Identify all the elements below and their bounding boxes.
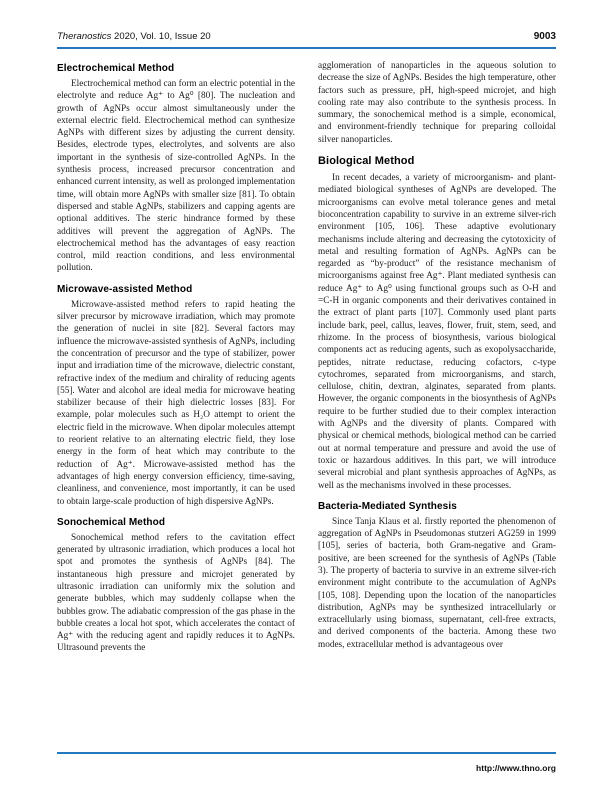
section-heading-biological-method: Biological Method — [318, 155, 415, 168]
page-header — [57, 31, 556, 49]
page-number: 9003 — [533, 31, 556, 42]
paragraph-bacteria-mediated-synthesis: Since Tanja Klaus et al. firstly reported the phenomenon of aggregation of AgNPs in Pseudomonas stutzeri AG259 in 1999 [105], series of bacteria, both Gram-negative and Gram-positive, are been screened for the synthesis of AgNPs (Table 3). The property of bacteria to survive in an extreme silver-rich environment might contribute to the accumulation of AgNPs [105, 108]. Depending upon the location of the nanoparticles distribution, AgNPs may be synthesized intracellularly or extracellularly using biomass, supernatant, cell-free extracts, and derived components of the bacteria. Among these two modes, extracellular method is advantageous over — [318, 516, 556, 650]
page-footer — [57, 752, 556, 776]
section-heading-sonochemical-method: Sonochemical Method — [57, 516, 166, 528]
journal-name: Theranostics — [57, 31, 112, 42]
paragraph-sonochemical-continuation: agglomeration of nanoparticles in the aqueous solution to decrease the size of AgNPs. Besides the high temperature, other factors such as pressure, pH, high-speed microjet, and high cooling rate may also contribute to the synthesis process. In summary, the sonochemical method is a simple, economical, and environment-friendly technique for preparing colloidal silver nanoparticles. — [318, 61, 556, 145]
left-column — [57, 60, 295, 754]
paragraph-biological-method: In recent decades, a variety of microorganism- and plant-mediated biological syntheses of AgNPs are developed. The microorganisms can evolve metal tolerance genes and metal bioconcentration capability to survive in an extreme silver-rich environment [105, 106]. These adaptive evolutionary mechanisms include altering and decreasing the cytotoxicity of metal and resulting formation of AgNPs. AgNPs can be regarded as “by-product” of the resistance mechanism of microorganisms against free Ag⁺. Plant mediated synthesis can reduce Ag⁺ to Ag⁰ using functional groups such as O-H and =C-H in organic components and their derivatives contained in the extract of plant parts [107]. Commonly used plant parts include bark, peel, callus, leaves, flower, fruit, stem, seed, and rhizome. In the process of biosynthesis, various biological components act as reducing agents, such as exopolysaccharide, peptides, nitrate reductase, reducing cofactors, c-type cytochromes, separated from microorganisms, and starch, cellulose, chitin, dextran, alginates, separated from plants. However, the organic components in the biosynthesis of AgNPs require to be further studied due to their complex interaction with AgNPs and the diversity of plants. Compared with physical or chemical methods, biological method can be carried out at normal temperature and pressure and avoid the use of toxic or hazardous additives. In this part, we will introduce several microbial and plant synthesis approaches of AgNPs, as well as the mechanisms involved in these processes. — [318, 173, 556, 491]
section-heading-microwave-assisted-method: Microwave-assisted Method — [57, 283, 193, 295]
paragraph-sonochemical-method: Sonochemical method refers to the cavitation effect generated by ultrasonic irradiation, which produces a local hot spot and promotes the synthesis of AgNPs [84]. The instantaneous high pressure and microjet generated by ultrasonic irradiation can uniformly mix the solution and generate bubbles, which may suddenly collapse when the bubbles grow. The adiabatic compression of the gas phase in the bubble creates a local hot spot, which accelerates the contact of Ag⁺ with the reducing agent and rapidly reduces it to AgNPs. Ultrasound prevents the — [57, 532, 295, 654]
section-heading-bacteria-mediated-synthesis: Bacteria-Mediated Synthesis — [318, 500, 457, 512]
journal-citation — [57, 31, 211, 42]
right-column — [318, 60, 556, 754]
article-body — [57, 60, 556, 754]
journal-citation-rest: 2020, Vol. 10, Issue 20 — [111, 31, 211, 42]
journal-url-link[interactable]: http://www.thno.org — [476, 763, 556, 773]
paragraph-electrochemical-method: Electrochemical method can form an electric potential in the electrolyte and reduce Ag⁺ to Ag⁰ [80]. The nucleation and growth of AgNPs occur almost simultaneously under the external electric field. Electrochemical method can synthesize AgNPs with different sizes by adjusting the current density. Besides, electrode types, electrolytes, and solvents are also important in the synthesis of size-controlled AgNPs. In the synthesis process, increased precursor concentration and enhanced current intensity, as well as prolonged implementation time, will obtain more AgNPs with smaller size [81]. To obtain dispersed and stable AgNPs, stabilizers and capping agents are optional additives. The steric hindrance formed by these additives will prevent the aggregation of AgNPs. The electrochemical method has the advantages of easy reaction control, mild reaction conditions, and less environmental pollution. — [57, 79, 295, 274]
paragraph-microwave-assisted-method: Microwave-assisted method refers to rapid heating the silver precursor by microwave irradiation, which may promote the generation of nuclei in site [82]. Several factors may influence the microwave-assisted synthesis of AgNPs, including the concentration of precursor and the type of stabilizer, power input and irradiation time of the microwave, dielectric constant, refractive index of the medium and chirality of reducing agents [55]. Water and alcohol are ideal media for microwave heating stabilizer because of their high dielectric losses [83]. For example, polar molecules such as H₂O attempt to orient the electric field in the microwave. When dipolar molecules attempt to reorient relative to an alternating electric field, they lose energy in the form of heat which may contribute to the reduction of Ag⁺. Microwave-assisted method has the advantages of high energy conversion efficiency, time-saving, cleanliness, and convenience, most importantly, it can be used to obtain large-scale production of high dispersive AgNPs. — [57, 299, 295, 507]
section-heading-electrochemical-method: Electrochemical Method — [57, 63, 175, 74]
